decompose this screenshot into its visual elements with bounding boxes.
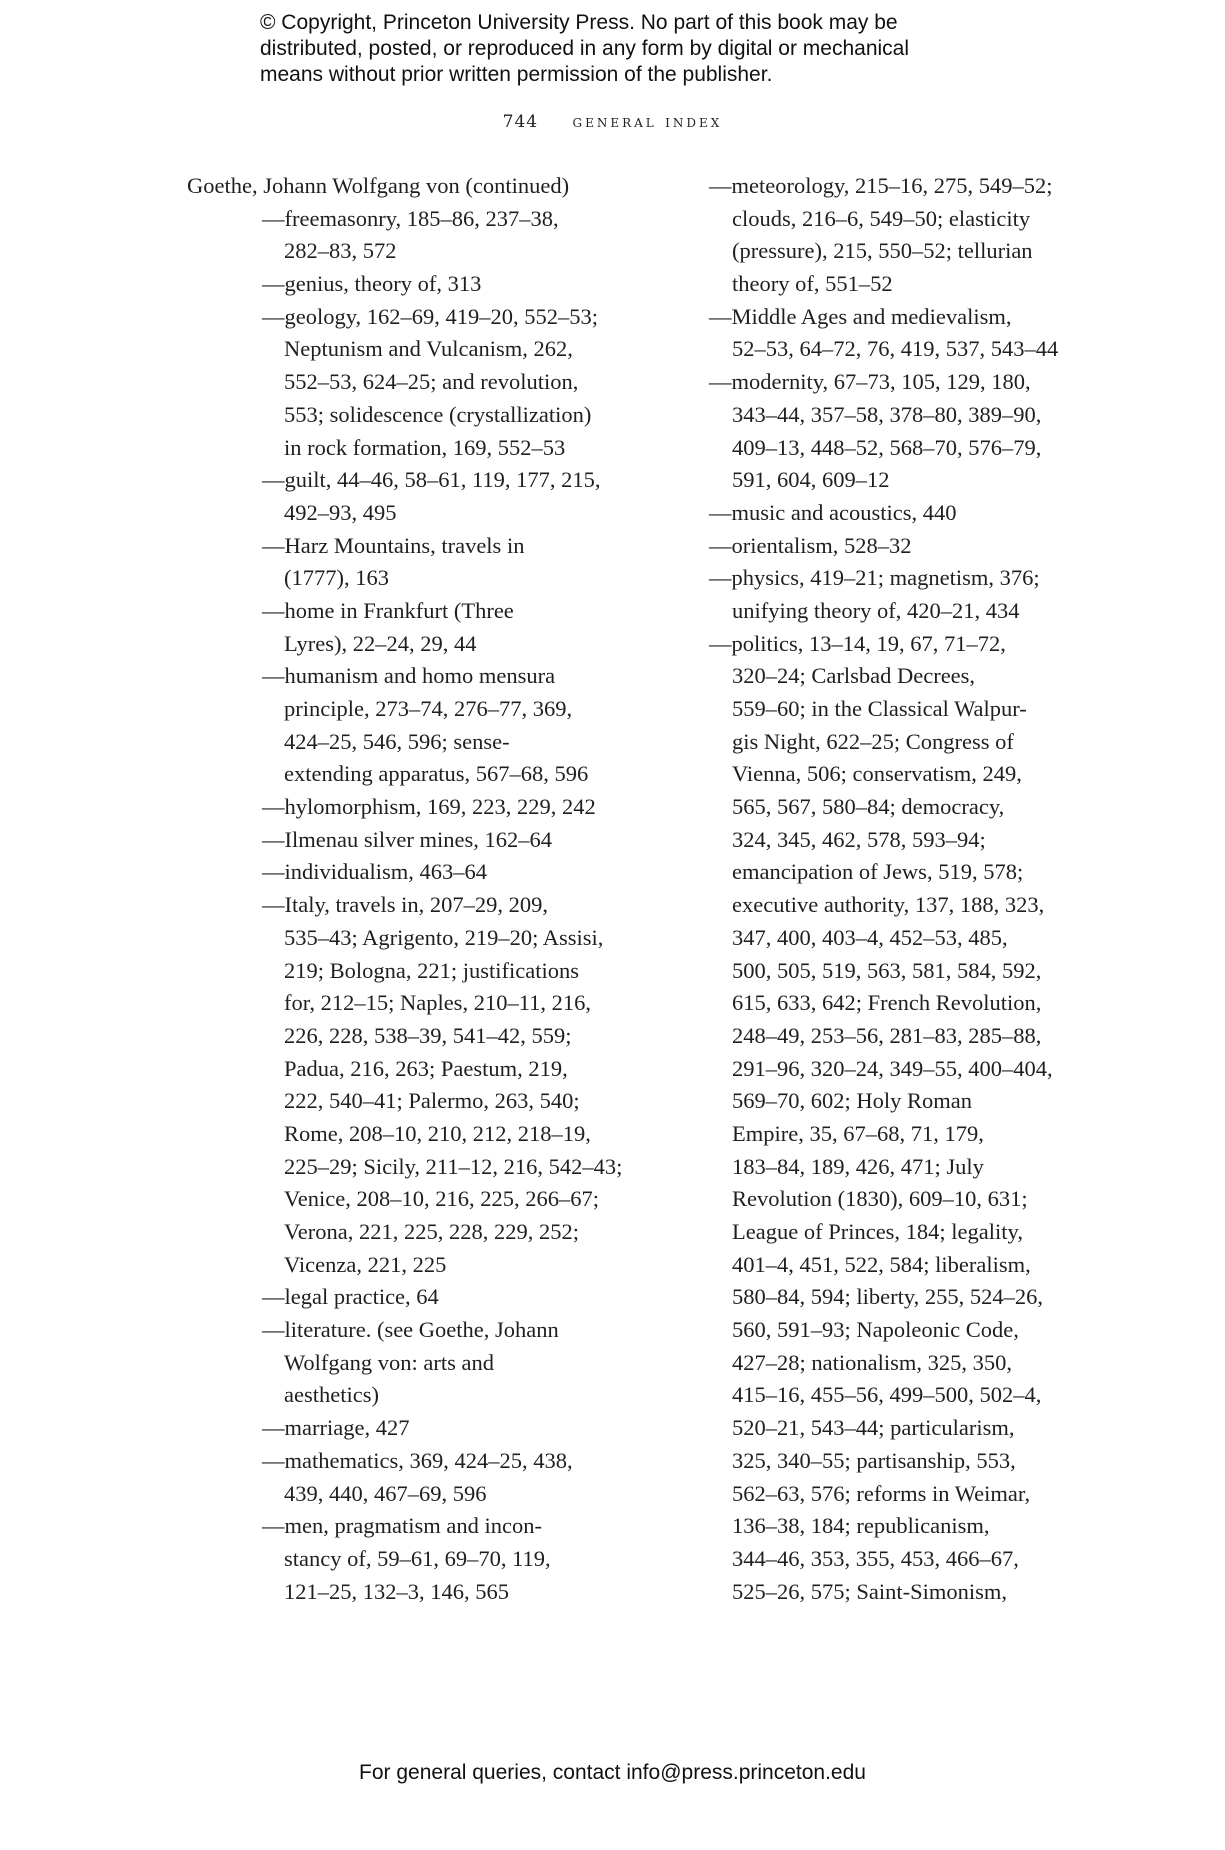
index-continuation: 225–29; Sicily, 211–12, 216, 542–43; xyxy=(284,1153,623,1179)
index-continuation: for, 212–15; Naples, 210–11, 216, xyxy=(284,990,591,1016)
running-head xyxy=(0,112,1225,132)
index-subentry: —Ilmenau silver mines, 162–64 xyxy=(262,826,552,852)
index-continuation: 347, 400, 403–4, 452–53, 485, xyxy=(732,924,1008,950)
index-continuation: extending apparatus, 567–68, 596 xyxy=(284,761,589,787)
index-column-right xyxy=(709,170,1169,1608)
index-continuation: 565, 567, 580–84; democracy, xyxy=(732,794,1005,820)
index-continuation: 291–96, 320–24, 349–55, 400–404, xyxy=(732,1055,1053,1081)
page-title: general index xyxy=(572,112,723,132)
index-continuation: League of Princes, 184; legality, xyxy=(732,1219,1023,1244)
index-continuation: Padua, 216, 263; Paestum, 219, xyxy=(284,1055,568,1081)
index-continuation: Wolfgang von: arts and xyxy=(284,1349,495,1375)
index-continuation: 535–43; Agrigento, 219–20; Assisi, xyxy=(284,924,604,950)
index-continuation: 492–93, 495 xyxy=(284,499,397,525)
index-continuation: 500, 505, 519, 563, 581, 584, 592, xyxy=(732,957,1042,983)
index-continuation: 219; Bologna, 221; justifications xyxy=(284,957,579,983)
index-continuation: 569–70, 602; Holy Roman xyxy=(732,1088,972,1114)
page-number: 744 xyxy=(502,112,539,132)
index-continuation: 226, 228, 538–39, 541–42, 559; xyxy=(284,1022,572,1048)
index-continuation: 615, 633, 642; French Revolution, xyxy=(732,990,1042,1016)
index-subentry: —hylomorphism, 169, 223, 229, 242 xyxy=(262,794,596,820)
index-subentry: —physics, 419–21; magnetism, 376; xyxy=(709,565,1040,591)
index-subentry: —geology, 162–69, 419–20, 552–53; xyxy=(262,303,599,329)
index-continuation: 591, 604, 609–12 xyxy=(732,467,890,493)
index-continuation: 553; solidescence (crystallization) xyxy=(284,401,592,427)
index-continuation: 222, 540–41; Palermo, 263, 540; xyxy=(284,1088,580,1114)
index-subentry: —literature. (see Goethe, Johann xyxy=(262,1317,559,1343)
index-column-left xyxy=(187,170,623,1608)
index-subentry: —marriage, 427 xyxy=(262,1415,410,1441)
index-subentry: —freemasonry, 185–86, 237–38, xyxy=(262,205,559,231)
copyright-notice xyxy=(260,10,1020,88)
index-subentry: —music and acoustics, 440 xyxy=(709,499,957,525)
index-continuation: Revolution (1830), 609–10, 631; xyxy=(732,1186,1028,1212)
index-continuation: Vicenza, 221, 225 xyxy=(284,1251,447,1277)
index-continuation: gis Night, 622–25; Congress of xyxy=(732,728,1014,754)
index-continuation: 580–84, 594; liberty, 255, 524–26, xyxy=(732,1284,1044,1310)
index-continuation: emancipation of Jews, 519, 578; xyxy=(732,859,1024,885)
index-continuation: 424–25, 546, 596; sense- xyxy=(284,728,510,754)
index-continuation: 562–63, 576; reforms in Weimar, xyxy=(732,1480,1031,1506)
copyright-line: distributed, posted, or reproduced in any form by digital or mechanical xyxy=(260,37,910,60)
index-continuation: 401–4, 451, 522, 584; liberalism, xyxy=(732,1251,1031,1277)
index-continuation: Rome, 208–10, 210, 212, 218–19, xyxy=(284,1120,591,1146)
index-continuation: (pressure), 215, 550–52; tellurian xyxy=(732,238,1033,264)
index-subentry: —politics, 13–14, 19, 67, 71–72, xyxy=(709,630,1006,656)
index-continuation: (1777), 163 xyxy=(284,565,389,591)
index-continuation: Vienna, 506; conservatism, 249, xyxy=(732,761,1022,787)
index-subentry: —modernity, 67–73, 105, 129, 180, xyxy=(709,369,1031,395)
index-continuation: 439, 440, 467–69, 596 xyxy=(284,1480,487,1506)
index-subentry: —home in Frankfurt (Three xyxy=(262,597,514,623)
index-continuation: 427–28; nationalism, 325, 350, xyxy=(732,1349,1012,1375)
index-continuation: principle, 273–74, 276–77, 369, xyxy=(284,696,573,721)
index-subentry: —individualism, 463–64 xyxy=(262,859,487,885)
index-continuation: 344–46, 353, 355, 453, 466–67, xyxy=(732,1545,1019,1571)
index-entry-heading: Goethe, Johann Wolfgang von (continued) xyxy=(187,173,570,198)
index-continuation: Neptunism and Vulcanism, 262, xyxy=(284,336,573,362)
index-subentry: —Italy, travels in, 207–29, 209, xyxy=(262,892,548,918)
index-subentry: —orientalism, 528–32 xyxy=(709,532,912,558)
index-continuation: 343–44, 357–58, 378–80, 389–90, xyxy=(732,401,1042,427)
index-continuation: 282–83, 572 xyxy=(284,238,397,264)
index-subentry: —mathematics, 369, 424–25, 438, xyxy=(262,1447,573,1473)
index-subentry: —genius, theory of, 313 xyxy=(262,271,482,297)
index-continuation: unifying theory of, 420–21, 434 xyxy=(732,597,1020,623)
index-continuation: 559–60; in the Classical Walpur- xyxy=(732,696,1027,721)
index-continuation: 320–24; Carlsbad Decrees, xyxy=(732,663,976,689)
index-continuation: Venice, 208–10, 216, 225, 266–67; xyxy=(284,1186,599,1212)
index-continuation: stancy of, 59–61, 69–70, 119, xyxy=(284,1545,551,1571)
index-continuation: 324, 345, 462, 578, 593–94; xyxy=(732,826,986,852)
index-subentry: —meteorology, 215–16, 275, 549–52; xyxy=(709,173,1053,198)
index-subentry: —Middle Ages and medievalism, xyxy=(709,303,1012,329)
index-continuation: 560, 591–93; Napoleonic Code, xyxy=(732,1317,1019,1343)
index-subentry: —Harz Mountains, travels in xyxy=(262,532,525,558)
index-continuation: Verona, 221, 225, 228, 229, 252; xyxy=(284,1219,579,1244)
index-continuation: 552–53, 624–25; and revolution, xyxy=(284,369,579,395)
index-continuation: 520–21, 543–44; particularism, xyxy=(732,1415,1015,1441)
index-continuation: executive authority, 137, 188, 323, xyxy=(732,892,1045,918)
index-continuation: aesthetics) xyxy=(284,1382,379,1408)
index-continuation: 183–84, 189, 426, 471; July xyxy=(732,1153,984,1179)
index-continuation: clouds, 216–6, 549–50; elasticity xyxy=(732,205,1031,231)
index-continuation: 52–53, 64–72, 76, 419, 537, 543–44 xyxy=(732,336,1059,362)
index-continuation: Lyres), 22–24, 29, 44 xyxy=(284,630,477,656)
index-continuation: 525–26, 575; Saint-Simonism, xyxy=(732,1578,1008,1604)
footer-contact: For general queries, contact info@press.princeton.edu xyxy=(359,1761,866,1784)
index-continuation: 121–25, 132–3, 146, 565 xyxy=(284,1578,509,1604)
index-subentry: —humanism and homo mensura xyxy=(262,663,556,689)
index-continuation: 409–13, 448–52, 568–70, 576–79, xyxy=(732,434,1042,460)
index-subentry: —legal practice, 64 xyxy=(262,1284,439,1310)
index-continuation: Empire, 35, 67–68, 71, 179, xyxy=(732,1120,984,1146)
index-continuation: 415–16, 455–56, 499–500, 502–4, xyxy=(732,1382,1042,1408)
index-continuation: 136–38, 184; republicanism, xyxy=(732,1513,990,1539)
copyright-line: means without prior written permission of the publisher. xyxy=(260,63,773,86)
index-continuation: in rock formation, 169, 552–53 xyxy=(284,434,566,460)
copyright-line: © Copyright, Princeton University Press. No part of this book may be xyxy=(260,11,898,34)
index-continuation: 248–49, 253–56, 281–83, 285–88, xyxy=(732,1022,1042,1048)
index-subentry: —men, pragmatism and incon- xyxy=(262,1513,542,1539)
index-subentry: —guilt, 44–46, 58–61, 119, 177, 215, xyxy=(262,467,601,493)
index-continuation: theory of, 551–52 xyxy=(732,271,893,297)
index-continuation: 325, 340–55; partisanship, 553, xyxy=(732,1447,1016,1473)
